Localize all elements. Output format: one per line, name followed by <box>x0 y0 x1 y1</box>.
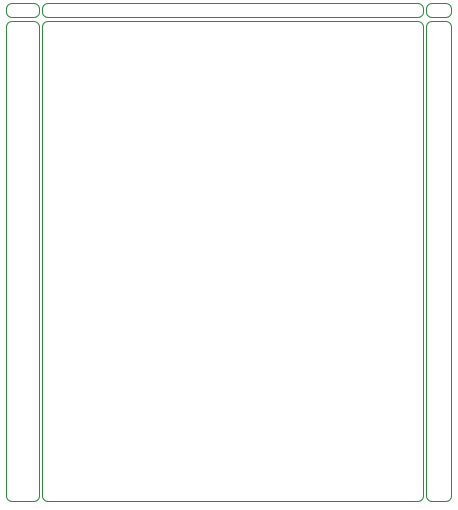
table-header <box>6 3 452 18</box>
number-column <box>426 21 452 502</box>
table-body <box>6 21 452 502</box>
header-sharh <box>42 3 424 18</box>
header-barem <box>6 3 40 18</box>
score-column <box>6 21 40 502</box>
questions-column <box>42 21 424 502</box>
header-radif <box>426 3 452 18</box>
exam-sheet <box>6 3 452 503</box>
